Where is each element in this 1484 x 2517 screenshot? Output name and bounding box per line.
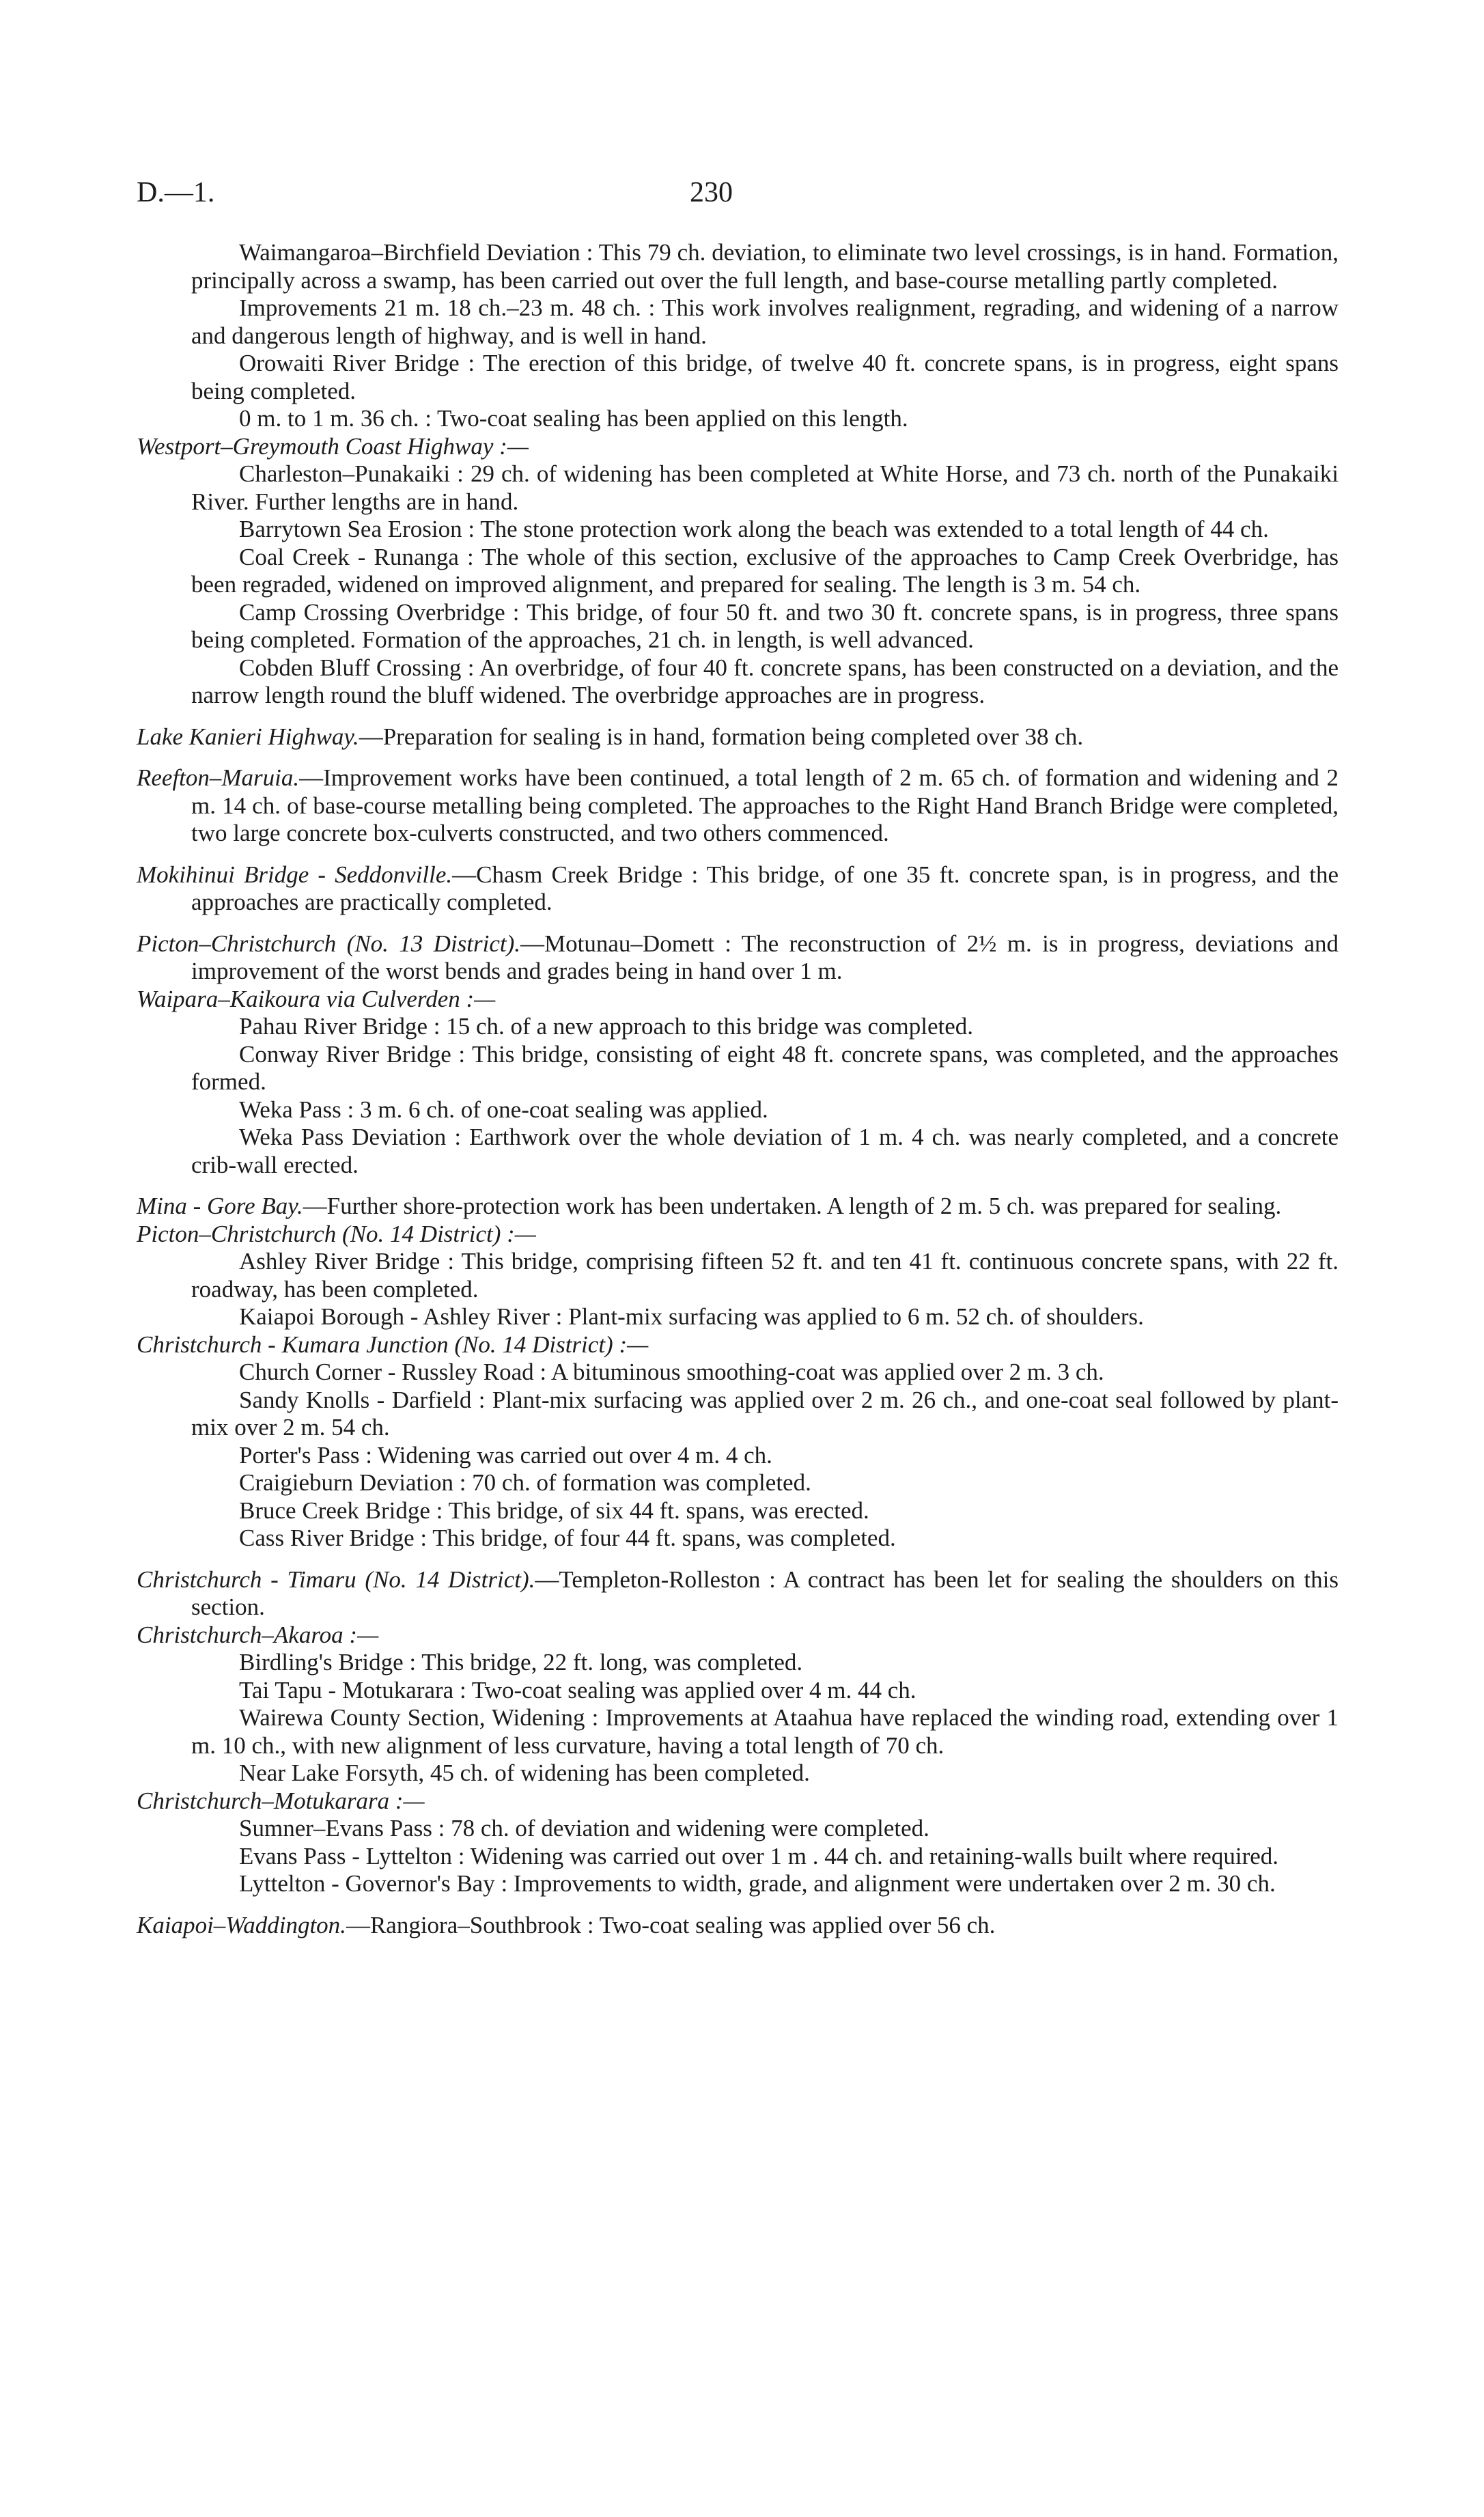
item-paragraph: Conway River Bridge : This bridge, consisting of eight 48 ft. concrete spans, was completed, and the approaches formed. bbox=[191, 1040, 1339, 1095]
section-heading: Westport–Greymouth Coast Highway :— bbox=[137, 432, 529, 460]
item-paragraph: 0 m. to 1 m. 36 ch. : Two-coat sealing has been applied on this length. bbox=[239, 405, 908, 432]
item-paragraph: Lyttelton - Governor's Bay : Improvements to width, grade, and alignment were undertaken over 2 m. 30 ch. bbox=[239, 1870, 1276, 1897]
item-paragraph: Church Corner - Russley Road : A bituminous smoothing-coat was applied over 2 m. 3 ch. bbox=[239, 1359, 1104, 1385]
item-paragraph: Ashley River Bridge : This bridge, comprising fifteen 52 ft. and ten 41 ft. continuous concrete spans, with 22 ft. roadway, has been completed. bbox=[191, 1248, 1339, 1303]
section-title: Mokihinui Bridge - Seddonville. bbox=[137, 861, 453, 888]
item-paragraph: Cobden Bluff Crossing : An overbridge, of four 40 ft. concrete spans, has been constructed on a deviation, and the narrow length round the bluff widened. The overbridge approaches are in progress. bbox=[191, 654, 1339, 708]
section-text: —Preparation for sealing is in hand, formation being completed over 38 ch. bbox=[359, 723, 1084, 750]
item-paragraph: Evans Pass - Lyttelton : Widening was carried out over 1 m . 44 ch. and retaining-walls built where required. bbox=[239, 1842, 1279, 1869]
item-paragraph: Coal Creek - Runanga : The whole of this section, exclusive of the approaches to Camp Creek Overbridge, has been regraded, widened on improved alignment, and prepared for sealing. The length is 3 m. 54 ch. bbox=[191, 543, 1339, 598]
section-title: Picton–Christchurch (No. 13 District). bbox=[137, 930, 521, 957]
section-paragraph bbox=[137, 930, 1339, 986]
section-paragraph bbox=[137, 1193, 1339, 1221]
section-title: Reefton–Maruia. bbox=[137, 764, 300, 791]
section-paragraph bbox=[137, 764, 1339, 848]
section-text: —Rangiora–Southbrook : Two-coat sealing was applied over 56 ch. bbox=[346, 1911, 996, 1938]
item-paragraph: Sumner–Evans Pass : 78 ch. of deviation and widening were completed. bbox=[239, 1815, 929, 1841]
section-heading: Waipara–Kaikoura via Culverden :— bbox=[137, 985, 496, 1012]
item-paragraph: Birdling's Bridge : This bridge, 22 ft. long, was completed. bbox=[239, 1649, 803, 1675]
section-title: Christchurch - Timaru (No. 14 District). bbox=[137, 1566, 535, 1593]
section-heading: Christchurch - Kumara Junction (No. 14 District) :— bbox=[137, 1331, 649, 1358]
section-heading: Christchurch–Motukarara :— bbox=[137, 1787, 425, 1814]
item-paragraph: Camp Crossing Overbridge : This bridge, of four 50 ft. and two 30 ft. concrete spans, is in progress, three spans being completed. Formation of the approaches, 21 ch. in length, is well advanced. bbox=[191, 598, 1339, 653]
item-paragraph: Charleston–Punakaiki : 29 ch. of widening has been completed at White Horse, and 73 ch. north of the Punakaiki River. Further lengths are in hand. bbox=[191, 460, 1339, 515]
item-paragraph: Barrytown Sea Erosion : The stone protection work along the beach was extended to a total length of 44 ch. bbox=[239, 516, 1269, 542]
item-paragraph: Weka Pass Deviation : Earthwork over the whole deviation of 1 m. 4 ch. was nearly completed, and a concrete crib-wall erected. bbox=[191, 1124, 1339, 1178]
item-paragraph: Kaiapoi Borough - Ashley River : Plant-mix surfacing was applied to 6 m. 52 ch. of shoulders. bbox=[239, 1303, 1144, 1330]
item-paragraph: Weka Pass : 3 m. 6 ch. of one-coat sealing was applied. bbox=[239, 1096, 768, 1123]
section-heading: Picton–Christchurch (No. 14 District) :— bbox=[137, 1220, 536, 1247]
item-paragraph: Bruce Creek Bridge : This bridge, of six 44 ft. spans, was erected. bbox=[239, 1497, 869, 1524]
item-paragraph: Improvements 21 m. 18 ch.–23 m. 48 ch. : This work involves realignment, regrading, and widening of a narrow and dangerous length of highway, and is well in hand. bbox=[191, 294, 1339, 349]
section-title: Lake Kanieri Highway. bbox=[137, 723, 359, 750]
section-text: —Chasm Creek Bridge : This bridge, of one 35 ft. concrete span, is in progress, and the approaches are practically completed. bbox=[191, 861, 1339, 915]
item-paragraph: Craigieburn Deviation : 70 ch. of formation was completed. bbox=[239, 1469, 811, 1496]
section-paragraph bbox=[137, 1566, 1339, 1622]
section-heading: Christchurch–Akaroa :— bbox=[137, 1621, 379, 1648]
section-title: Kaiapoi–Waddington. bbox=[137, 1911, 346, 1938]
section-paragraph bbox=[137, 1912, 1339, 1940]
item-paragraph: Waimangaroa–Birchfield Deviation : This 79 ch. deviation, to eliminate two level crossings, is in hand. Formation, principally across a swamp, has been carried out over the full length, and base-course metalling partly completed. bbox=[191, 239, 1339, 294]
report-body bbox=[137, 239, 1339, 1939]
section-text: —Motunau–Domett : The reconstruction of 2½ m. is in progress, deviations and improvement of the worst bends and grades being in hand over 1 m. bbox=[191, 930, 1339, 984]
item-paragraph: Porter's Pass : Widening was carried out over 4 m. 4 ch. bbox=[239, 1441, 772, 1469]
item-paragraph: Tai Tapu - Motukarara : Two-coat sealing was applied over 4 m. 44 ch. bbox=[239, 1676, 916, 1704]
document-reference: D.—1. bbox=[137, 177, 215, 208]
section-paragraph bbox=[137, 861, 1339, 917]
item-paragraph: Wairewa County Section, Widening : Improvements at Ataahua have replaced the winding road, extending over 1 m. 10 ch., with new alignment of less curvature, having a total length of 70 ch. bbox=[191, 1704, 1339, 1759]
item-paragraph: Sandy Knolls - Darfield : Plant-mix surfacing was applied over 2 m. 26 ch., and one-coat seal followed by plant-mix over 2 m. 54 ch. bbox=[191, 1386, 1339, 1441]
item-paragraph: Cass River Bridge : This bridge, of four 44 ft. spans, was completed. bbox=[239, 1525, 896, 1551]
section-text: —Templeton-Rolleston : A contract has been let for sealing the shoulders on this section. bbox=[191, 1566, 1339, 1620]
section-text: —Further shore-protection work has been undertaken. A length of 2 m. 5 ch. was prepared for sealing. bbox=[303, 1193, 1282, 1219]
section-title: Mina - Gore Bay. bbox=[137, 1193, 303, 1219]
section-paragraph bbox=[137, 723, 1339, 751]
section-text: —Improvement works have been continued, a total length of 2 m. 65 ch. of formation and widening and 2 m. 14 ch. of base-course metalling being completed. The approaches to the Right Hand Branch Bridge were completed, two large concrete box-culverts constructed, and two others commenced. bbox=[191, 764, 1339, 846]
item-paragraph: Near Lake Forsyth, 45 ch. of widening has been completed. bbox=[239, 1760, 810, 1786]
page-number: 230 bbox=[690, 177, 733, 208]
item-paragraph: Pahau River Bridge : 15 ch. of a new approach to this bridge was completed. bbox=[239, 1013, 973, 1040]
item-paragraph: Orowaiti River Bridge : The erection of this bridge, of twelve 40 ft. concrete spans, is in progress, eight spans being completed. bbox=[191, 350, 1339, 404]
